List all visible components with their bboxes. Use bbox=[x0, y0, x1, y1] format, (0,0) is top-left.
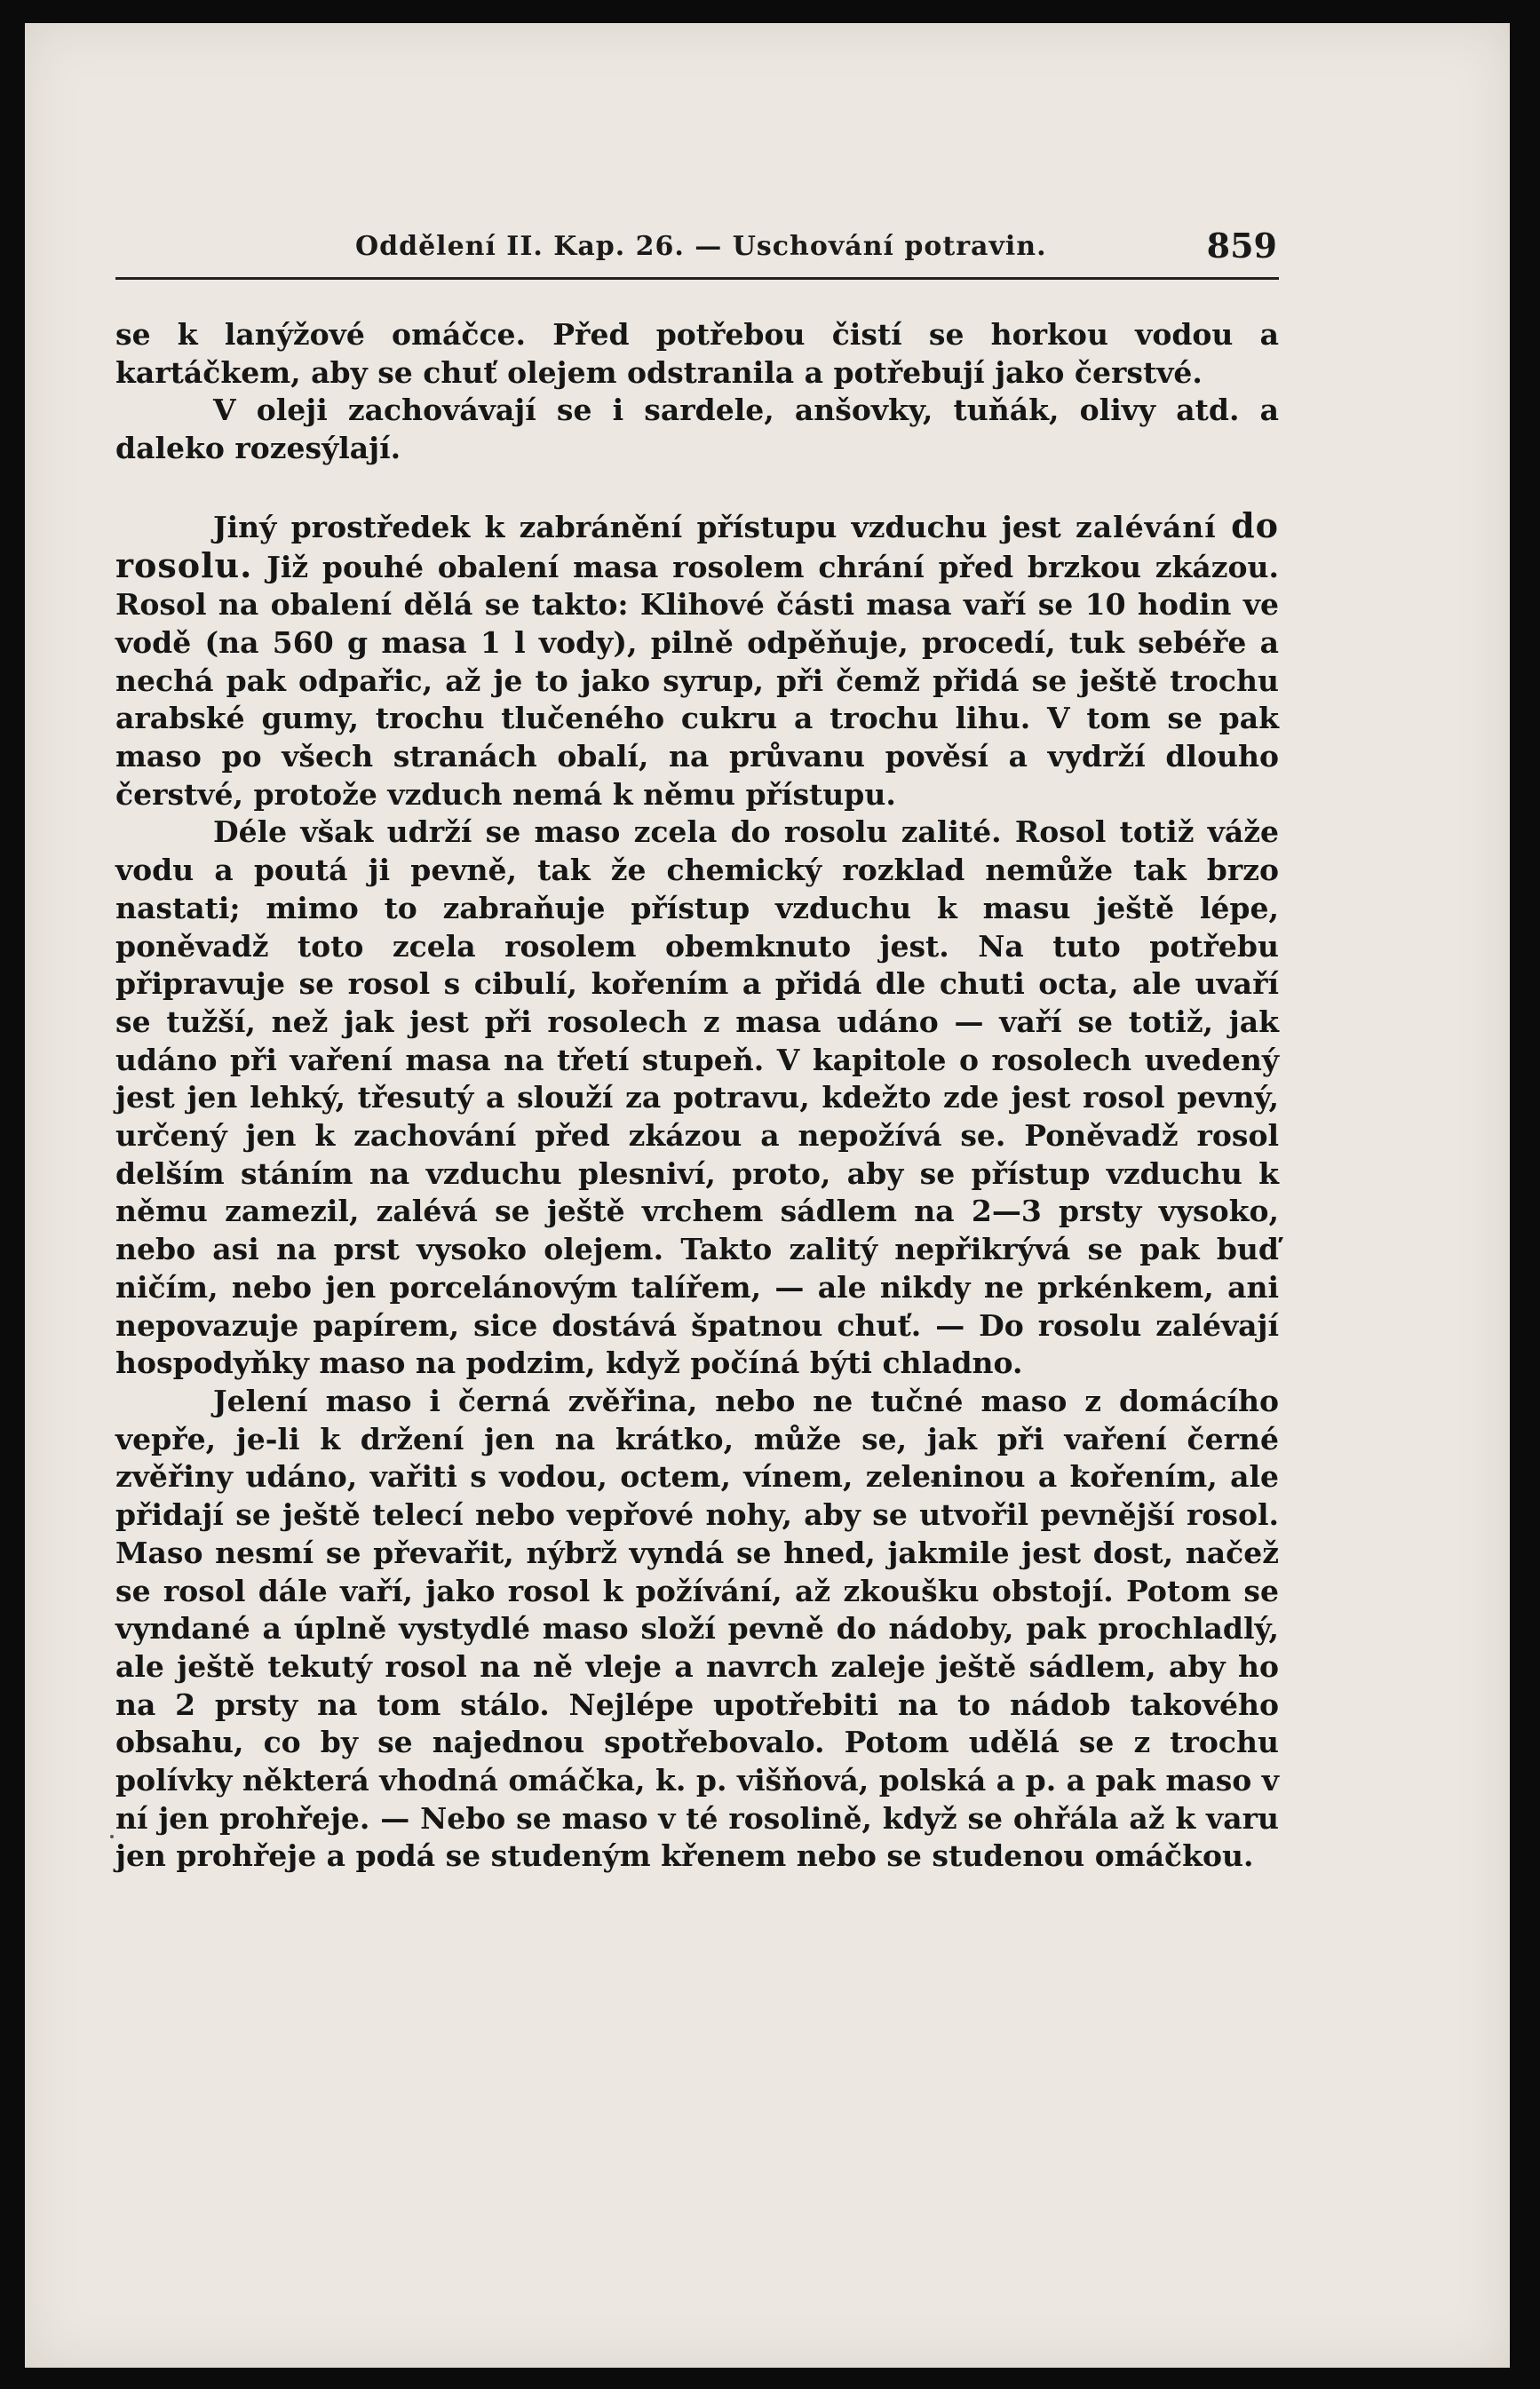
ink-speck bbox=[110, 1835, 114, 1838]
paragraph-zalevani bbox=[115, 504, 1279, 814]
paragraph-text: Jelení maso i černá zvěřina, nebo ne tučné maso z domácího vepře, je-li k držení jen na krátko, může se, jak při vaření černé zvěřiny udáno, vařiti s vodou, octem, vínem, zeleninou a kořením, ale přidají se ještě telecí nebo vepřové nohy, aby se utvořil pevnější rosol. Maso nesmí se převařit, nýbrž vyndá se hned, jakmile jest dost, načež se rosol dále vaří, jako rosol k požívání, až zkoušku obstojí. Potom se vyndané a úplně vystydlé maso složí pevně do nádoby, pak prochladlý, ale ještě tekutý rosol na ně vleje a navrch zaleje ještě sádlem, aby ho na 2 prsty na tom stálo. Nejlépe upotřebiti na to nádob takového obsahu, co by se najednou spotřebovalo. Potom udělá se z trochu polívky některá vhodná omáčka, k. p. višňová, polská a p. a pak maso v ní jen prohřeje. — Nebo se maso v té rosolině, když se ohřála až k varu jen prohřeje a podá se studeným křenem nebo se studenou omáčkou. bbox=[115, 1383, 1279, 1874]
paragraph-continuation bbox=[115, 316, 1279, 392]
paragraph-text: V oleji zachovávají se i sardele, anšovky, tuňák, olivy atd. a daleko rozesýlají. bbox=[115, 393, 1279, 466]
paragraph bbox=[115, 392, 1279, 467]
paragraph-text: Déle však udrží se maso zcela do rosolu zalité. Rosol totiž váže vodu a poutá ji pevně, tak že chemický rozklad nemůže tak brzo nastati; mimo to zabraňuje přístup vzduchu k masu ještě lépe, poněvadž toto zcela rosolem obemknuto jest. Na tuto potřebu připravuje se rosol s cibulí, kořením a přidá dle chuti octa, ale uvaří se tužší, než jak jest při rosolech z masa udáno — vaří se totiž, jak udáno při vaření masa na třetí stupeň. V kapitole o rosolech uvedený jest jen lehký, třesutý a slouží za potravu, kdežto zde jest rosol pevný, určený jen k zachování před zkázou a nepožívá se. Poněvadž rosol delším stáním na vzduchu plesniví, proto, aby se přístup vzduchu k němu zamezil, zalévá se ještě vrchem sádlem na 2—3 prsty vysoko, nebo asi na prst vysoko olejem. Takto zalitý nepřikrývá se pak buď ničím, nebo jen porcelánovým talířem, — ale nikdy ne prkénkem, ani nepovazuje papírem, sice dostává špatnou chuť. — Do rosolu zalévají hospodyňky maso na podzim, když počíná býti chladno. bbox=[115, 814, 1279, 1381]
body-text bbox=[115, 316, 1279, 1876]
emphasis-do-rosolu: do rosolu. bbox=[115, 504, 1279, 585]
running-header bbox=[115, 226, 1279, 275]
paragraph-text: se k lanýžové omáčce. Před potřebou čistí se horkou vodou a kartáčkem, aby se chuť olejem odstranila a potřebují jako čerstvé. bbox=[115, 317, 1279, 390]
paragraph bbox=[115, 1383, 1279, 1876]
paragraph-text: Jiný prostředek k zabránění přístupu vzduchu jest bbox=[213, 509, 1076, 544]
header-rule bbox=[115, 277, 1279, 280]
paragraph bbox=[115, 814, 1279, 1383]
emphasis-zalevani: zalévání bbox=[1076, 509, 1217, 544]
page-number: 859 bbox=[1206, 226, 1277, 266]
paragraph-text: Již pouhé obalení masa rosolem chrání před brzkou zkázou. Rosol na obalení dělá se takto: Klihové části masa vaří se 10 hodin ve vodě (na 560 g masa 1 l vody), pilně odpěňuje, procedí, tuk sebéře a nechá pak odpařic, až je to jako syrup, při čemž přidá se ještě trochu arabské gumy, trochu tlučeného cukru a trochu lihu. V tom se pak maso po všech stranách obalí, na průvanu pověsí a vydrží dlouho čerstvé, protože vzduch nemá k němu přístupu. bbox=[115, 549, 1279, 812]
running-title: Oddělení II. Kap. 26. — Uschování potravin. bbox=[355, 231, 1047, 262]
